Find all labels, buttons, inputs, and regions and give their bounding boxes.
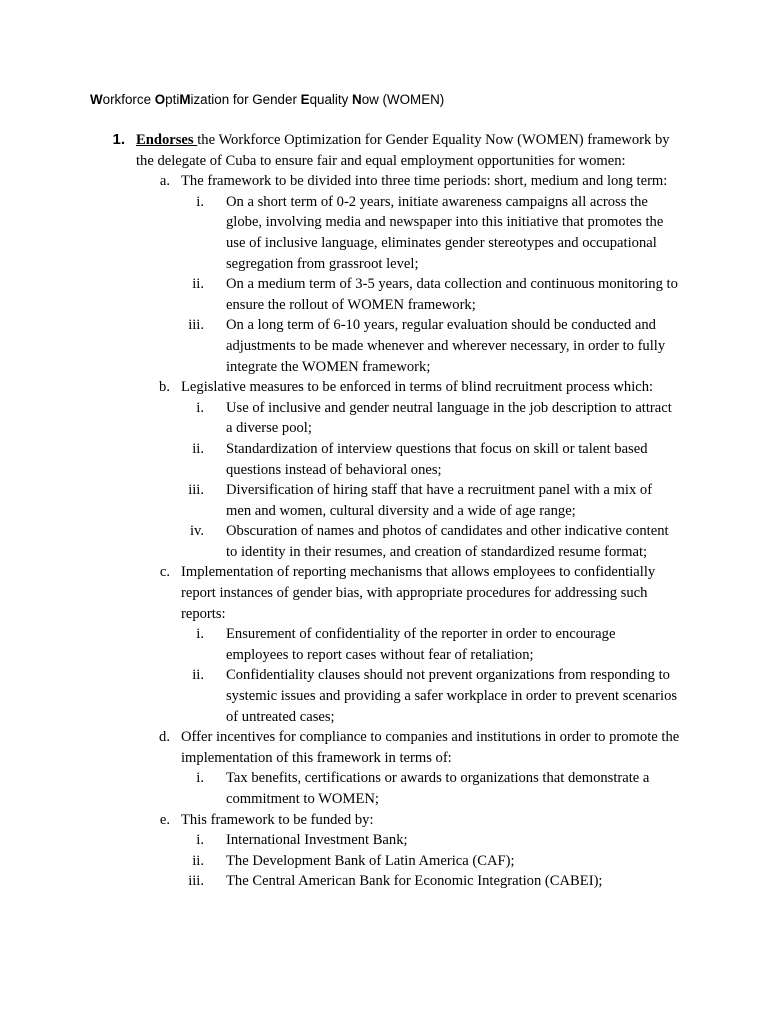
subclause-marker: c. [159, 564, 170, 581]
title-text: ow (WOMEN) [361, 92, 445, 107]
sub-subclause [0, 192, 680, 274]
sub-subclause-text: International Investment Bank; [226, 832, 408, 849]
title-initial: M [179, 92, 191, 107]
sub-subclause-marker: iii. [188, 317, 204, 334]
document-title [90, 92, 444, 107]
sub-subclause-marker: ii. [192, 276, 204, 293]
subclause-text: This framework to be funded by: [181, 811, 374, 828]
subclause-marker: d. [159, 729, 170, 746]
sub-subclause [0, 439, 680, 480]
sub-subclause-text: On a short term of 0-2 years, initiate awareness campaigns all across the globe, involving media and newspaper into this initiative that promotes the use of inclusive language, eliminates gender stereotypes and occupational segregation from grassroot level; [226, 193, 664, 272]
clause-number: 1. [112, 131, 125, 148]
sub-subclause [0, 830, 680, 851]
clause-text: the Workforce Optimization for Gender Equality Now (WOMEN) framework by the delegate of Cuba to ensure fair and equal employment opportunities for women: [136, 132, 670, 169]
sub-subclause [0, 274, 680, 315]
subclause-marker: e. [159, 811, 170, 828]
subclause-text: Offer incentives for compliance to companies and institutions in order to promote the implementation of this framework in terms of: [181, 729, 680, 766]
subclause [0, 727, 680, 768]
sub-subclause-marker: i. [196, 399, 204, 416]
sub-subclause-text: On a medium term of 3-5 years, data collection and continuous monitoring to ensure the rollout of WOMEN framework; [226, 276, 678, 313]
subclause-marker: a. [159, 173, 170, 190]
sub-subclause-text: Standardization of interview questions that focus on skill or talent based questions instead of behavioral ones; [226, 440, 648, 478]
sub-subclause-marker: i. [196, 626, 204, 643]
sub-subclause [0, 398, 680, 439]
sub-subclause [0, 871, 680, 892]
sub-subclause-marker: ii. [192, 440, 204, 457]
title-text: orkforce [102, 92, 155, 107]
title-initial: N [352, 92, 362, 107]
sub-subclause [0, 624, 680, 665]
sub-subclause-marker: i. [196, 832, 204, 849]
title-initial: E [300, 92, 310, 107]
subclause [0, 810, 680, 831]
clause-list [0, 130, 768, 892]
title-text: ization for Gender [190, 92, 301, 107]
subclause [0, 171, 680, 192]
subclause [0, 562, 680, 624]
subclause-text: Implementation of reporting mechanisms that allows employees to confidentially report instances of gender bias, with appropriate procedures for addressing such reports: [181, 564, 656, 622]
sub-subclause-text: The Central American Bank for Economic Integration (CABEI); [226, 873, 603, 890]
subclause-text: Legislative measures to be enforced in terms of blind recruitment process which: [181, 379, 654, 396]
sub-subclause-marker: ii. [192, 852, 204, 869]
sub-subclause-text: Use of inclusive and gender neutral language in the job description to attract a diverse pool; [226, 399, 672, 437]
sub-subclause-marker: iii. [188, 482, 204, 499]
operative-clause [0, 130, 680, 171]
operative-verb: Endorses [136, 132, 198, 148]
sub-subclause-marker: iii. [188, 873, 204, 890]
sub-subclause [0, 315, 680, 377]
subclause-text: The framework to be divided into three time periods: short, medium and long term: [181, 173, 668, 190]
sub-subclause-text: Obscuration of names and photos of candidates and other indicative content to identity in their resumes, and creation of standardized resume format; [226, 523, 669, 560]
sub-subclause-text: Diversification of hiring staff that have a recruitment panel with a mix of men and women, cultural diversity and a wide of age range; [226, 482, 653, 519]
sub-subclause-text: Ensurement of confidentiality of the reporter in order to encourage employees to report cases without fear of retaliation; [226, 626, 616, 663]
sub-subclause [0, 851, 680, 872]
sub-subclause-text: The Development Bank of Latin America (CAF); [226, 852, 515, 869]
sub-subclause [0, 480, 680, 521]
sub-subclause [0, 665, 680, 727]
sub-subclause-marker: i. [196, 193, 204, 210]
title-initial: W [90, 92, 103, 107]
sub-subclause [0, 521, 680, 562]
subclause-marker: b. [159, 379, 170, 396]
sub-subclause-marker: i. [196, 770, 204, 787]
title-text: pti [165, 92, 180, 107]
title-text: quality [309, 92, 353, 107]
sub-subclause-text: Confidentiality clauses should not prevent organizations from responding to systemic issues and providing a safer workplace in order to prevent scenarios of untreated cases; [226, 667, 678, 725]
sub-subclause-text: Tax benefits, certifications or awards to organizations that demonstrate a commitment to WOMEN; [226, 770, 650, 807]
title-initial: O [154, 92, 166, 107]
sub-subclause [0, 768, 680, 809]
sub-subclause-marker: ii. [192, 667, 204, 684]
subclause [0, 377, 680, 398]
sub-subclause-text: On a long term of 6-10 years, regular evaluation should be conducted and adjustments to be made whenever and wherever necessary, in order to fully integrate the WOMEN framework; [226, 317, 666, 375]
sub-subclause-marker: iv. [189, 523, 204, 540]
